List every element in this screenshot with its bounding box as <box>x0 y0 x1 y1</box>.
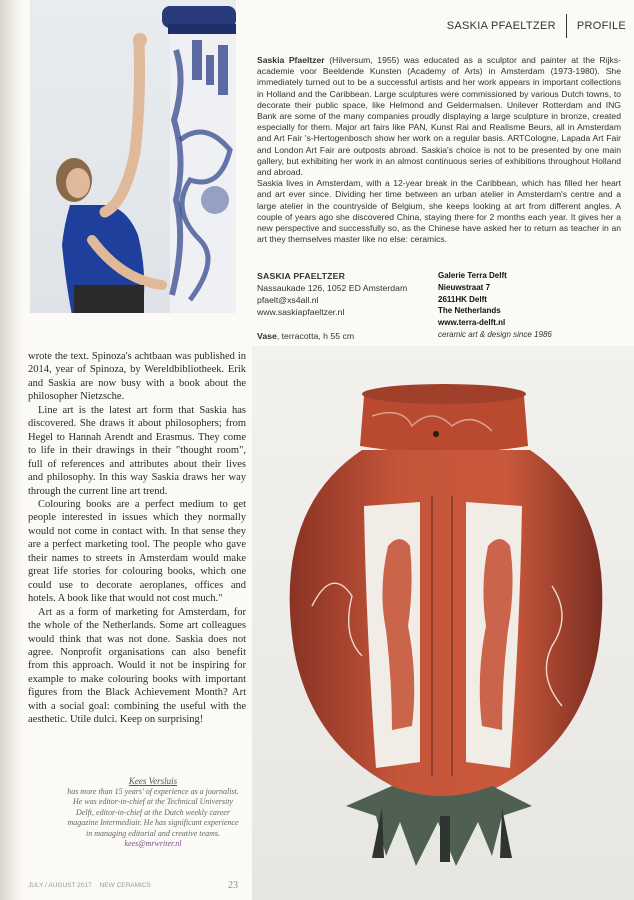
gallery-city: 2611HK Delft <box>438 294 487 304</box>
contact-website[interactable]: www.saskiapfaeltzer.nl <box>257 307 345 317</box>
artist-illustration <box>30 0 236 313</box>
author-bio: has more than 15 years' of experience as a journalist. He was editor-in-chief at the Technical University Delft, editor-in-chief at the Dutch weekly career magazine Intermediair. He has significant experience in managing editorial and creative teams. <box>67 786 239 838</box>
gallery-tagline: ceramic art & design since 1986 <box>438 329 552 339</box>
vase-caption <box>257 331 354 341</box>
caption-details: , terracotta, h 55 cm <box>276 331 355 341</box>
gallery-name: Galerie Terra Delft <box>438 271 507 280</box>
gallery-info <box>438 270 618 341</box>
header-section: PROFILE <box>576 20 626 32</box>
author-box <box>64 776 242 850</box>
footer-magazine: NEW CERAMICS <box>99 882 151 889</box>
contact-address: Nassaukade 126, 1052 ED Amsterdam <box>257 283 408 293</box>
vase-illustration <box>252 346 634 900</box>
vase-photo <box>252 346 634 900</box>
body-paragraph-1: wrote the text. Spinoza's achtbaan was published in 2014, year of Spinoza, by Wereldbibliotheek. Erik and Saskia are now busy with a book about the philosopher Nietzsche. <box>28 351 246 403</box>
page-number: 23 <box>228 880 238 891</box>
page-footer <box>28 880 238 891</box>
page-header <box>447 14 626 38</box>
body-paragraph-4: Art as a form of marketing for Amsterdam, for the whole of the Netherlands. Some art colleagues would think that was not done. Saskia does not agree. Nonprofit organisations can also benefit from this approach. Would it not be inspiring for example to make colouring books with important figures from the Black Achievement Month? Art with a social goal: combining the useful with the aesthetic. Utile dulci. Keep on surprising! <box>28 606 246 726</box>
gallery-country: The Netherlands <box>438 306 501 316</box>
bio-paragraph-2: Saskia lives in Amsterdam, with a 12-year break in the Caribbean, which has filled her heart and art ever since. Dividing her time between an urban atelier in Amsterdam's centre and a large atelier in the countryside of Belgium, she keeps looking at art from different angles. A couple of years ago she discovered China, staying there for 2 months each year. It gives her a new perspective and successfully so, as the Chinese have asked her to return as teacher in an art they themselves master like no else: ceramics. <box>257 178 621 245</box>
artist-bio <box>257 55 621 245</box>
artist-photo <box>30 0 236 313</box>
body-paragraph-2: Line art is the latest art form that Saskia has discovered. She draws it about philosophers; from Hegel to Hannah Arendt and Erasmus. They come to life in their drawings in their "thought room", full of references and attributes about their lives and philosophy. In this way Saskia draws her way through the current line art trend. <box>28 404 246 497</box>
contact-name: SASKIA PFAELTZER <box>257 271 346 281</box>
gallery-street: Nieuwstraat 7 <box>438 282 491 292</box>
binding-gutter <box>0 0 22 900</box>
artist-contact <box>257 270 427 318</box>
footer-issue: JULY / AUGUST 2017 <box>28 882 92 889</box>
header-name: SASKIA PFAELTZER <box>446 20 556 32</box>
caption-title: Vase <box>257 331 277 341</box>
bio-text-1: (Hilversum, 1955) was educated as a sculptor and painter at the Rijksacademie voor Beeldende Kunsten (Academy of Arts) in Amsterdam (1973-1980). She immediately turned out to be a successful artists and her work appears in important collections in Holland and the Caribbean. Large sculptures were commissioned by various Dutch towns, to decorate their public space, like Helmond and Geldermalsen. Unilever Rotterdam and ING Bank are some of the many companies proudly displaying a large sculpture in bronze, created especially for them. Major art fairs like PAN, Kunst Rai and Realisme Beurs, all in Amsterdam and Art Fair 's-Hertogenbosch show her work on a regular basis. ARTCologne, Lapada Art Fair and London Art Fair are outposts abroad. Saskia's choice is not to be presented by one main gallery, but exhibiting her work in an almost continuous series of exhibitions throughout Holland and abroad. <box>257 55 621 178</box>
header-divider <box>566 14 567 38</box>
gallery-website[interactable]: www.terra-delft.nl <box>438 318 506 328</box>
body-paragraph-3: Colouring books are a perfect medium to get people interested in issues which they normally would not come in contact with. In that sense they are a perfect marketing tool. The people who gave their names to streets in Amsterdam would make great life stories for colouring books, which one could use to decorate aeroplanes, offices and hotels. A book like that would not cost much." <box>28 498 246 605</box>
author-name: Kees Versluis <box>128 776 178 786</box>
bio-paragraph-1 <box>257 55 621 178</box>
author-email[interactable]: kees@mrwriter.nl <box>124 839 182 848</box>
contact-email[interactable]: pfaelt@xs4all.nl <box>257 295 319 305</box>
article-body <box>28 350 246 727</box>
bio-lead-name: Saskia Pfaeltzer <box>257 55 325 65</box>
